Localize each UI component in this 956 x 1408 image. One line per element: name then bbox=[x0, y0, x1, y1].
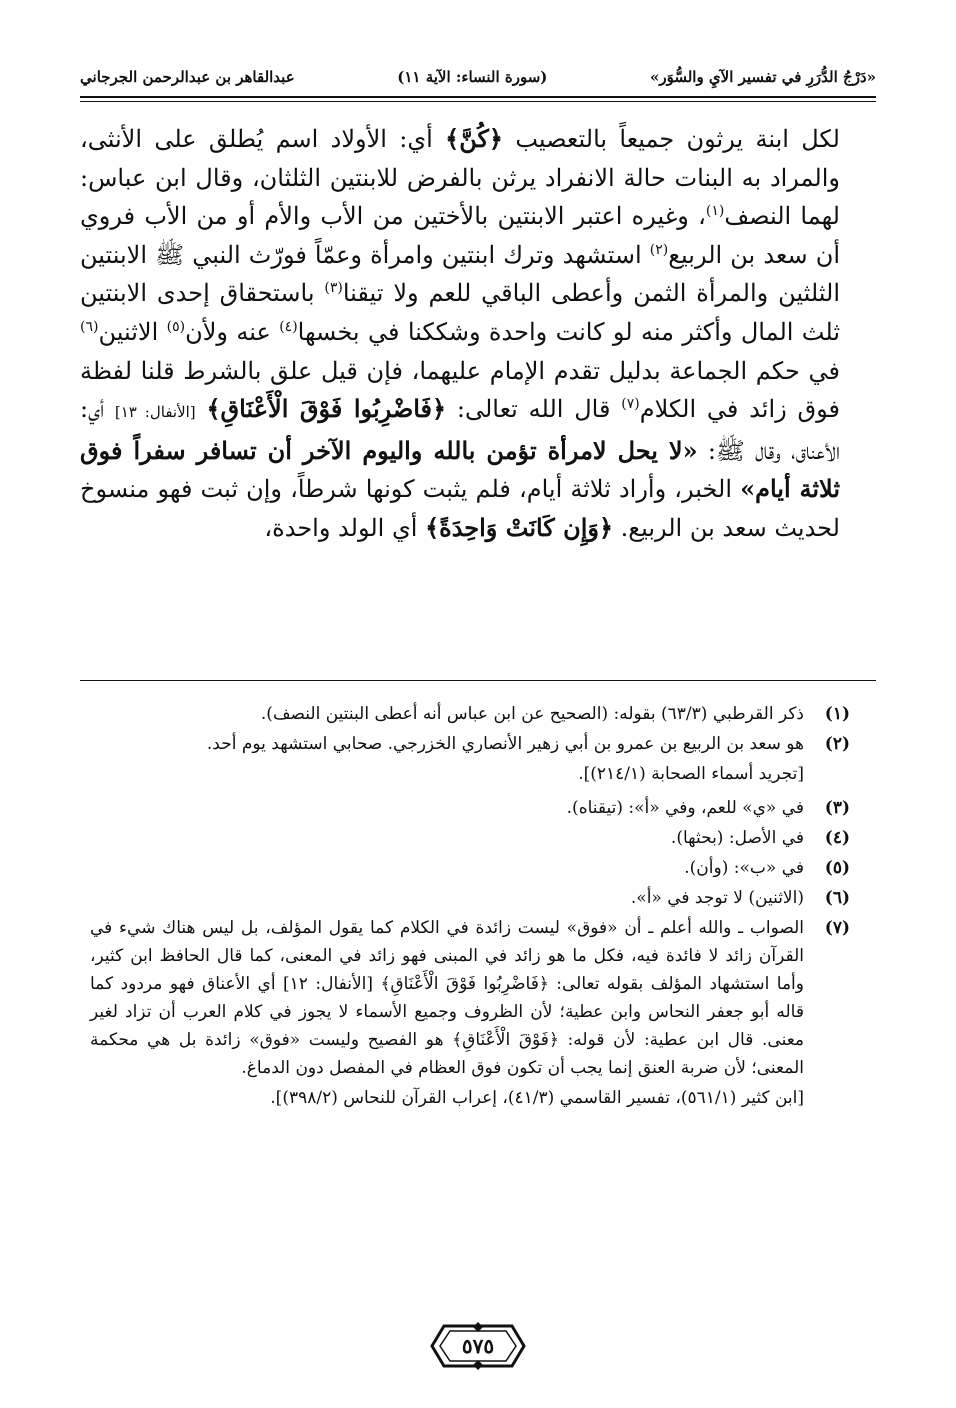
footnote-marker[interactable]: (٣) bbox=[324, 280, 343, 297]
quran-quote: ﴿وَإِن كَانَتْ وَاحِدَةً﴾ bbox=[425, 512, 614, 542]
footnotes bbox=[90, 700, 850, 1118]
page-number-ornament bbox=[430, 1322, 526, 1370]
footnote-marker[interactable]: (١) bbox=[705, 203, 725, 220]
verse-reference: [الأنفال: ١٣] bbox=[114, 403, 196, 422]
footnote-item: (١) ذكر القرطبي (٦٣/٣) بقوله: (الصحيح عن ابن عباس أنه أعطى البنتين النصف). bbox=[260, 704, 850, 724]
footnote-marker[interactable]: (٥) bbox=[166, 318, 186, 335]
main-text bbox=[80, 120, 840, 548]
footnote-source: [ابن كثير (٥٦١/١)، تفسير القاسمي (٤١/٣)، إعراب القرآن للنحاس (٣٩٨/٢)]. bbox=[270, 1088, 804, 1108]
footnote-item: (٤) في الأصل: (بحثها). bbox=[670, 828, 850, 848]
header-rule-thin bbox=[80, 101, 876, 102]
quran-quote: ﴿كُنَّ﴾ bbox=[445, 124, 503, 153]
running-header bbox=[80, 60, 876, 94]
footnote-marker[interactable]: (٦) bbox=[80, 318, 99, 335]
book-title: «دَرْجُ الدُّرَرِ في تفسير الآيِ والسُّوَر» bbox=[649, 68, 876, 86]
header-rule bbox=[80, 96, 876, 98]
hadith-quote: «لا يحل لامرأة تؤمن بالله واليوم الآخر أن تسافر سفراً فوق ثلاثة أيام» bbox=[80, 435, 840, 504]
footnote-item: (٢) هو سعد بن الربيع بن عمرو بن أبي زهير الأنصاري الخزرجي. صحابي استشهد يوم أحد. bbox=[206, 734, 850, 754]
footnote-item: (٣) في «ي» للعم، وفي «أ»: (تيقناه). bbox=[566, 798, 850, 818]
footnote-marker[interactable]: (٤) bbox=[279, 318, 298, 335]
footnote-item: (٧) الصواب ـ والله أعلم ـ أن «فوق» ليست زائدة في الكلام كما يقول المؤلف، بل ليس هناك شيء في القرآن زائد لا فائدة فيه، فكل ما هو زائد في المبنى فهو زائد في المعنى، كما قال الحافظ ابن كثير، وأما استشهاد المؤلف بقوله تعالى: ﴿فَاضْرِبُوا فَوْقَ الْأَعْنَاقِ﴾ [الأنفال: ١٢] أي الأعناق فهو مردود كما قاله أبو جعفر النحاس وابن عطية؛ لأن الظروف وجميع الأسماء لا يجوز في كلام العرب أن تزاد لغير معنى. قال ابن عطية: لأن قوله: ﴿فَوْقَ الْأَعْنَاقِ﴾ هو الفصيح وليست «فوق» زائدة بل هي محكمة المعنى؛ لأن ضربة العنق إنما يجب أن تكون فوق العظام في المفصل دون الدماغ. bbox=[90, 918, 850, 1078]
footnote-marker[interactable]: (٧) bbox=[621, 396, 640, 413]
footnote-item: (٥) في «ب»: (وأن). bbox=[684, 858, 850, 878]
author-name: عبدالقاهر بن عبدالرحمن الجرجاني bbox=[80, 68, 295, 86]
quran-quote: ﴿فَاضْرِبُوا فَوْقَ الْأَعْنَاقِ﴾ bbox=[206, 394, 447, 424]
footnote-source: [تجريد أسماء الصحابة (٢١٤/١)]. bbox=[578, 764, 804, 784]
footnote-rule bbox=[80, 680, 876, 681]
main-paragraph: لكل ابنة يرثون جميعاً بالتعصيب ﴿كُنَّ﴾ أي: الأولاد اسم يُطلق على الأنثى، والمراد به البنات حالة الانفراد يرثن بالفرض للابنتين الثلثان، وقال ابن عباس: لهما النصف$^{(١)}$، وغيره اعتبر الابنتين بالأختين من الأب والأم أو من الأب فروي أن سعد بن الربيع$^{(٢)}$ استشهد وترك ابنتين وامرأة وعمّاً فورّث النبي ﷺ الابنتين الثلثين والمرأة الثمن وأعطى الباقي للعم ولا تيقنا$^{(٣)}$ باستحقاق إحدى الابنتين ثلث المال وأكثر منه لو كانت واحدة وشككنا في بخسها$^{(٤)}$ عنه ولأن$^{(٥)}$ الاثنين$^{(٦)}$ في حكم الجماعة بدليل تقدم الإمام عليهما، فإن قيل علق بالشرط قلنا لفظة فوق زائد في الكلام$^{(٧)}$ قال الله تعالى: ﴿فَاضْرِبُوا فَوْقَ الْأَعْنَاقِ﴾ [الأنفال: ١٣] أي: الأعناق، وقال ﷺ: «لا يحل لامرأة تؤمن بالله واليوم الآخر أن تسافر سفراً فوق ثلاثة أيام» الخبر، وأراد ثلاثة أيام، فلم يثبت كونها شرطاً، وإن ثبت فهو منسوخ لحديث سعد بن الربيع. ﴿وَإِن كَانَتْ وَاحِدَةً﴾ أي الولد واحدة، bbox=[80, 124, 840, 542]
page-number: ٥٧٥ bbox=[461, 1334, 495, 1358]
surah-reference: (سورة النساء: الآية ١١) bbox=[397, 68, 548, 86]
footnote-marker[interactable]: (٢) bbox=[649, 241, 669, 258]
footnote-item: (٦) (الاثنين) لا توجد في «أ». bbox=[630, 888, 850, 908]
